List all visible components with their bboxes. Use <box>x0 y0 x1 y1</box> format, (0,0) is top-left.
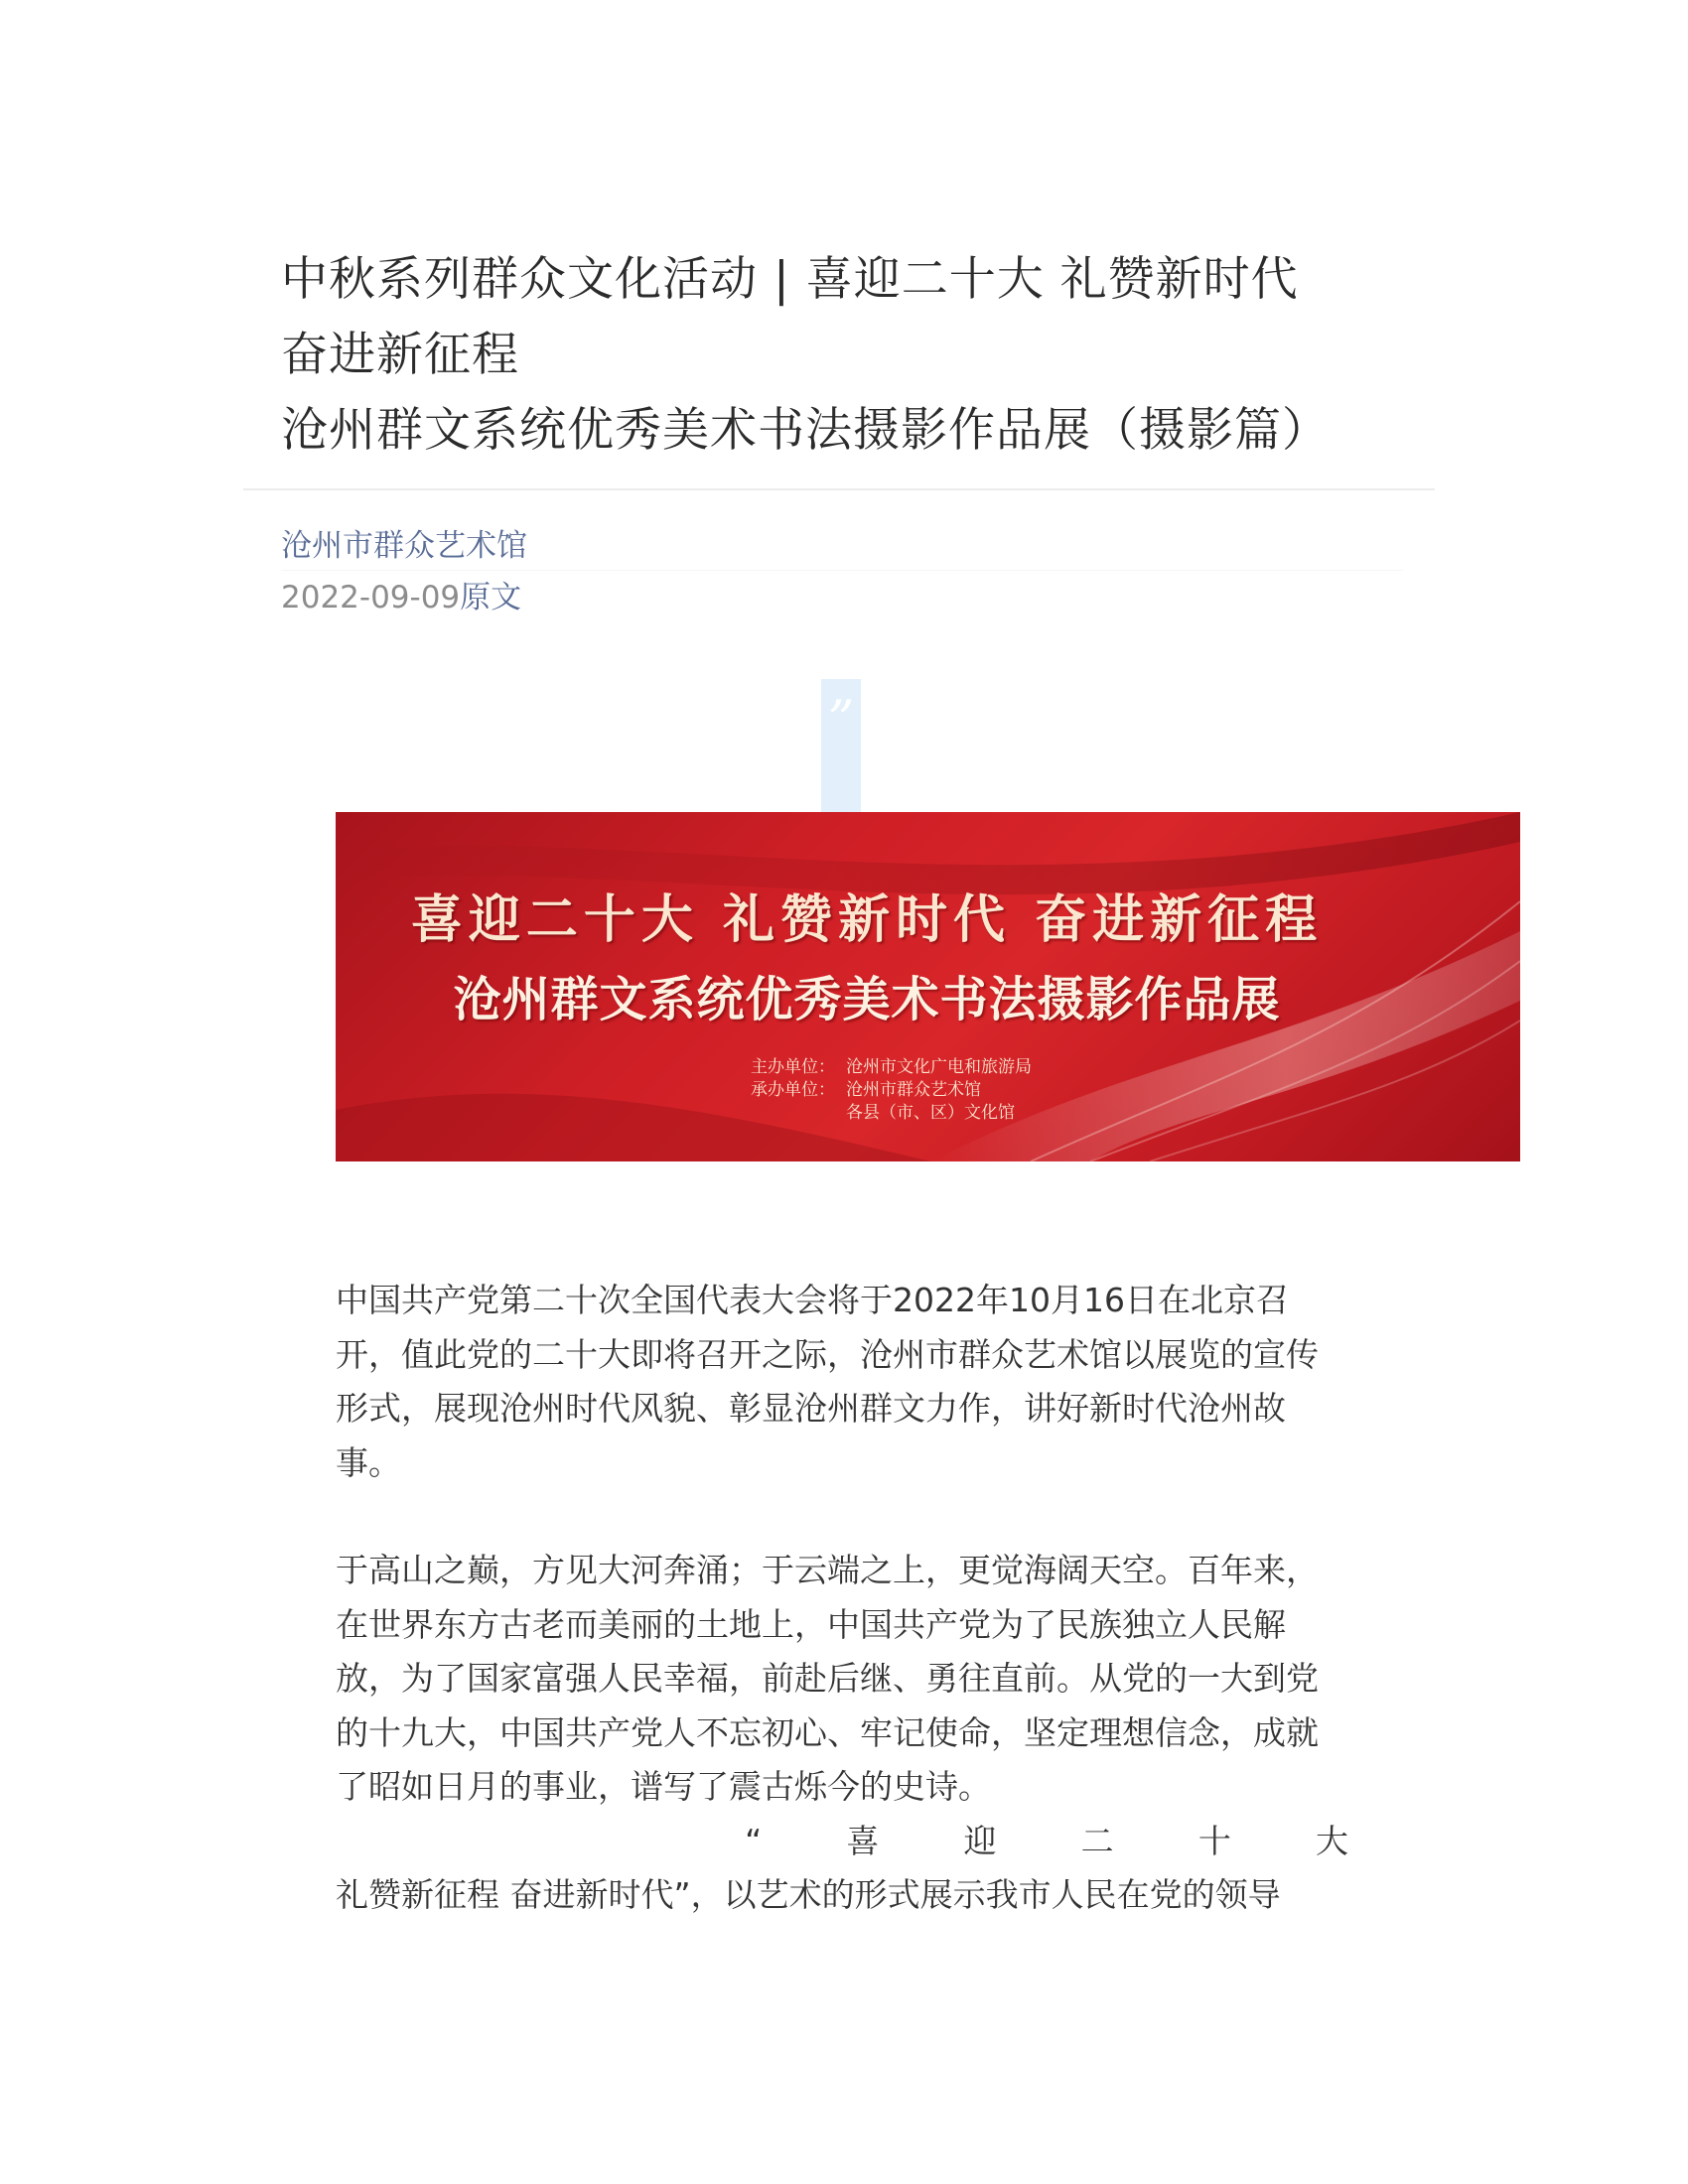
banner-headline: 喜迎二十大 礼赞新时代 奋进新征程 <box>410 889 1324 950</box>
exhibition-banner-image <box>336 812 1520 1161</box>
banner-subheadline: 沧州群文系统优秀美术书法摄影作品展 <box>453 972 1281 1027</box>
author-link[interactable]: 沧州市群众艺术馆 <box>281 528 527 564</box>
paragraph-3: 礼赞新征程 奋进新时代”，以艺术的形式展示我市人民在党的领导 <box>336 1875 1281 1914</box>
quote-mark-icon: ” <box>827 691 855 751</box>
meta-row <box>281 576 521 619</box>
origin-link[interactable]: 原文 <box>460 580 522 615</box>
article-title <box>281 242 1373 469</box>
banner-credits <box>751 1056 1032 1125</box>
title-line-1: 中秋系列群众文化活动 | 喜迎二十大 礼赞新时代 <box>281 252 1299 307</box>
paragraph-1: 中国共产党第二十次全国代表大会将于2022年10月16日在北京召开，值此党的二十大即将召开之际，沧州市群众艺术馆以展览的宣传形式，展现沧州时代风貌、彰显沧州群文力作，讲好新时代沧州故事。 <box>336 1281 1319 1482</box>
organizer-row: 主办单位： 沧州市文化广电和旅游局 <box>751 1057 1032 1077</box>
title-line-3: 沧州群文系统优秀美术书法摄影作品展（摄影篇） <box>281 403 1330 458</box>
publish-date: 2022-09-09 <box>281 580 461 615</box>
undertaker-row-2: 各县（市、区）文化馆 <box>846 1103 1015 1123</box>
title-line-2: 奋进新征程 <box>281 328 519 382</box>
title-divider <box>243 488 1435 490</box>
paragraph-2: 于高山之巅，方见大河奔涌；于云端之上，更觉海阔天空。百年来，在世界东方古老而美丽的土地上，中国共产党为了民族独立人民解放，为了国家富强人民幸福，前赴后继、勇往直前。从党的一大到党的十九大，中国共产党人不忘初心、牢记使命，坚定理想信念，成就了昭如日月的事业，谱写了震古烁今的史诗。 <box>336 1551 1319 1806</box>
paragraph-3-spread-line: “ 喜 迎 二 十 大 <box>745 1821 1348 1860</box>
article-body <box>336 1274 1348 1923</box>
undertaker-row: 承办单位： 沧州市群众艺术馆 <box>751 1080 981 1100</box>
quote-decoration <box>821 679 861 812</box>
meta-divider <box>281 570 1403 571</box>
